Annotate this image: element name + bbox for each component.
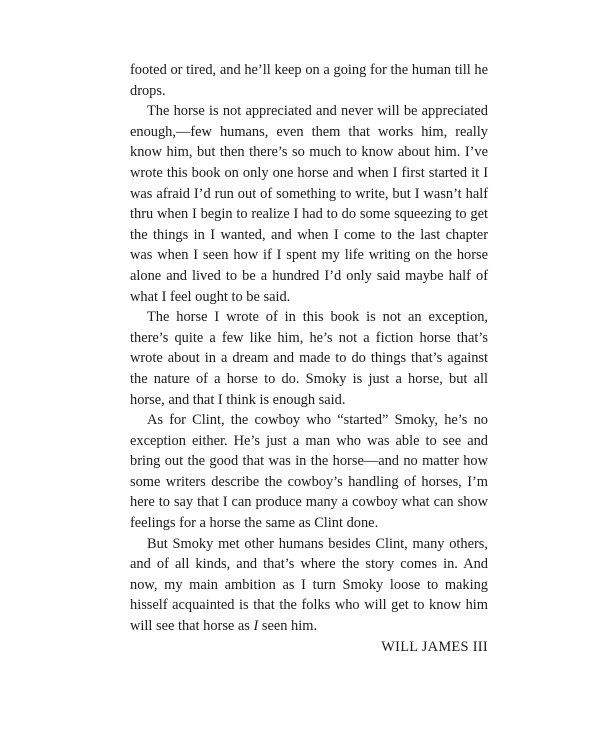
paragraph-text-before-italic: But Smoky met other humans besides Clint, many others, and of all kinds, and that’s where the story comes in. And now, my main ambition as I turn Smoky loose to making hisself acquainted is that the folks who will get to know him will see that horse as xyxy=(130,535,488,635)
paragraph-continuation: footed or tired, and he’ll keep on a going for the human till he drops. xyxy=(130,62,488,99)
author-signature: WILL JAMES III xyxy=(381,638,488,655)
paragraph-clint-cowboy: As for Clint, the cowboy who “started” Smoky, he’s no exception either. He’s just a man who was able to see and bring out the good that was in the horse—and no matter how some writers describe the cowboy’s handling of horses, I’m here to say that I can produce many a cowboy what can show feelings for a horse the same as Clint done. xyxy=(130,412,488,532)
paragraph-text-after-italic: seen him. xyxy=(258,618,318,635)
paragraph-horse-appreciated: The horse is not appreciated and never will be appreciated enough,—few humans, even them that works him, really know him, but then there’s so much to know about him. I’ve wrote this book on only one horse and when I first started it I was afraid I’d run out of something to write, but I wasn’t half thru when I begin to realize I had to do some squeezing to get the things in I wanted, and when I come to the last chapter was when I seen how if I spent my life writing on the horse alone and lived to be a hundred I’d only said maybe half of what I feel ought to be said. xyxy=(130,103,488,305)
body-text xyxy=(130,60,488,657)
paragraph-horse-not-exception: The horse I wrote of in this book is not an exception, there’s quite a few like him, he’s not a fiction horse that’s wrote about in a dream and made to do things that’s against the nature of a horse to do. Smoky is just a horse, but all horse, and that I think is enough said. xyxy=(130,309,488,408)
italic-pronoun: I xyxy=(253,618,259,635)
paragraph-smoky-humans xyxy=(130,534,488,637)
